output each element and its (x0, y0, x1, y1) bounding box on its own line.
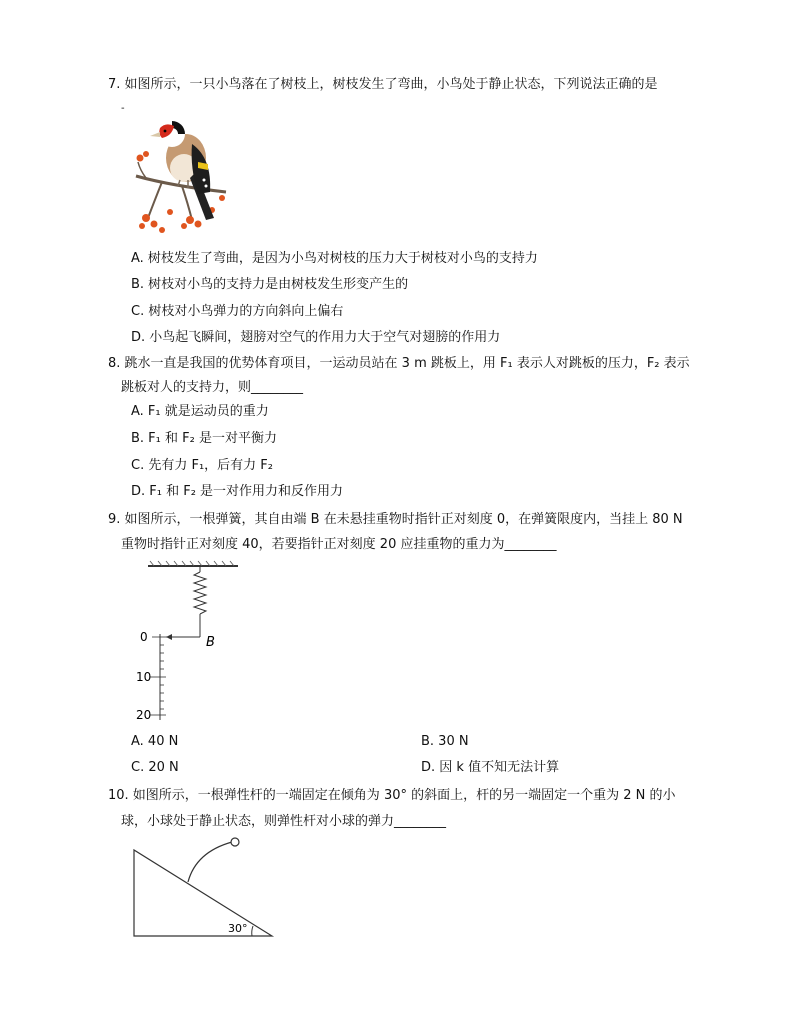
q9-stem-line2: 重物时指针正对刻度 40，若要指针正对刻度 20 应挂重物的重力为________ (121, 537, 557, 552)
scale-tick-20: 20 (136, 708, 152, 722)
q9-spring-figure (136, 560, 246, 726)
q9-option-a: A. 40 N (131, 734, 179, 749)
q10-stem-line1: 10. 如图所示，一根弹性杆的一端固定在倾角为 30° 的斜面上，杆的另一端固定一个重为 2 N 的小 (108, 788, 676, 803)
scale-tick-10: 10 (136, 670, 152, 684)
q7-option-d: D. 小鸟起飞瞬间，翅膀对空气的作用力大于空气对翅膀的作用力 (131, 330, 501, 345)
q7-option-b: B. 树枝对小鸟的支持力是由树枝发生形变产生的 (131, 277, 409, 292)
bird-on-branch-image (132, 114, 232, 238)
q7-stem: 7. 如图所示，一只小鸟落在了树枝上，树枝发生了弯曲，小鸟处于静止状态，下列说法正确的是 (108, 77, 658, 92)
q10-stem-line2: 球，小球处于静止状态，则弹性杆对小球的弹力________ (121, 814, 447, 829)
q8-stem-line1: 8. 跳水一直是我国的优势体育项目，一运动员站在 3 m 跳板上，用 F₁ 表示人对跳板的压力，F₂ 表示 (108, 356, 690, 371)
q8-option-d: D. F₁ 和 F₂ 是一对作用力和反作用力 (131, 484, 344, 499)
q9-option-b: B. 30 N (421, 734, 469, 749)
incline-rod-ball-diagram (130, 836, 276, 940)
q7-bird-figure (132, 114, 232, 242)
pointer-label-b: B (206, 635, 215, 650)
q9-stem-line1: 9. 如图所示，一根弹簧，其自由端 B 在未悬挂重物时指针正对刻度 0，在弹簧限度内，当挂上 80 N (108, 512, 683, 527)
q8-option-c: C. 先有力 F₁，后有力 F₂ (131, 458, 273, 473)
q8-stem-line2: 跳板对人的支持力，则________ (121, 380, 304, 395)
q7-blank: - (121, 103, 125, 114)
spring-scale-diagram (136, 560, 246, 722)
angle-label: 30° (228, 922, 248, 935)
q9-option-d: D. 因 k 值不知无法计算 (421, 760, 560, 775)
q9-option-c: C. 20 N (131, 760, 179, 775)
scale-tick-0: 0 (140, 630, 148, 644)
q8-option-b: B. F₁ 和 F₂ 是一对平衡力 (131, 431, 277, 446)
q7-option-c: C. 树枝对小鸟弹力的方向斜向上偏右 (131, 304, 344, 319)
q10-incline-figure (130, 836, 276, 944)
q8-option-a: A. F₁ 就是运动员的重力 (131, 404, 269, 419)
q7-option-a: A. 树枝发生了弯曲，是因为小鸟对树枝的压力大于树枝对小鸟的支持力 (131, 251, 538, 266)
